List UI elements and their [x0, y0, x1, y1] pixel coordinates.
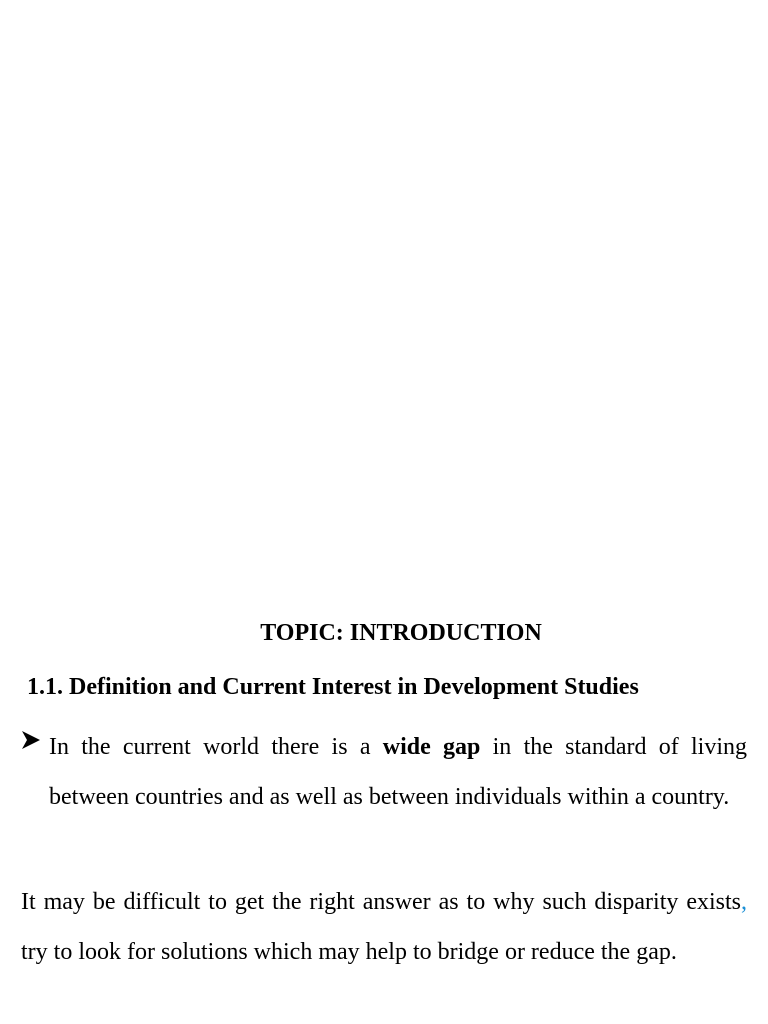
arrowhead-bullet-icon: [21, 730, 41, 750]
bullet-text-before: In the current world there is a: [49, 734, 383, 760]
bullet-text-after: in the standard of living between countries and as well as between individuals within a country.: [49, 734, 747, 810]
paragraph-text-part2: try to look for solutions which may help to bridge or reduce the gap.: [21, 939, 677, 965]
topic-title: TOPIC: INTRODUCTION: [260, 620, 542, 646]
bullet-item: [21, 722, 747, 822]
body-paragraph: [21, 877, 747, 977]
bullet-text-bold: wide gap: [382, 734, 481, 760]
bullet-text: [49, 722, 747, 822]
section-heading: 1.1. Definition and Current Interest in Development Studies: [27, 674, 639, 700]
paragraph-text-part1: It may be difficult to get the right answer as to why such disparity exists: [21, 889, 741, 915]
paragraph-comma: ,: [741, 889, 747, 915]
